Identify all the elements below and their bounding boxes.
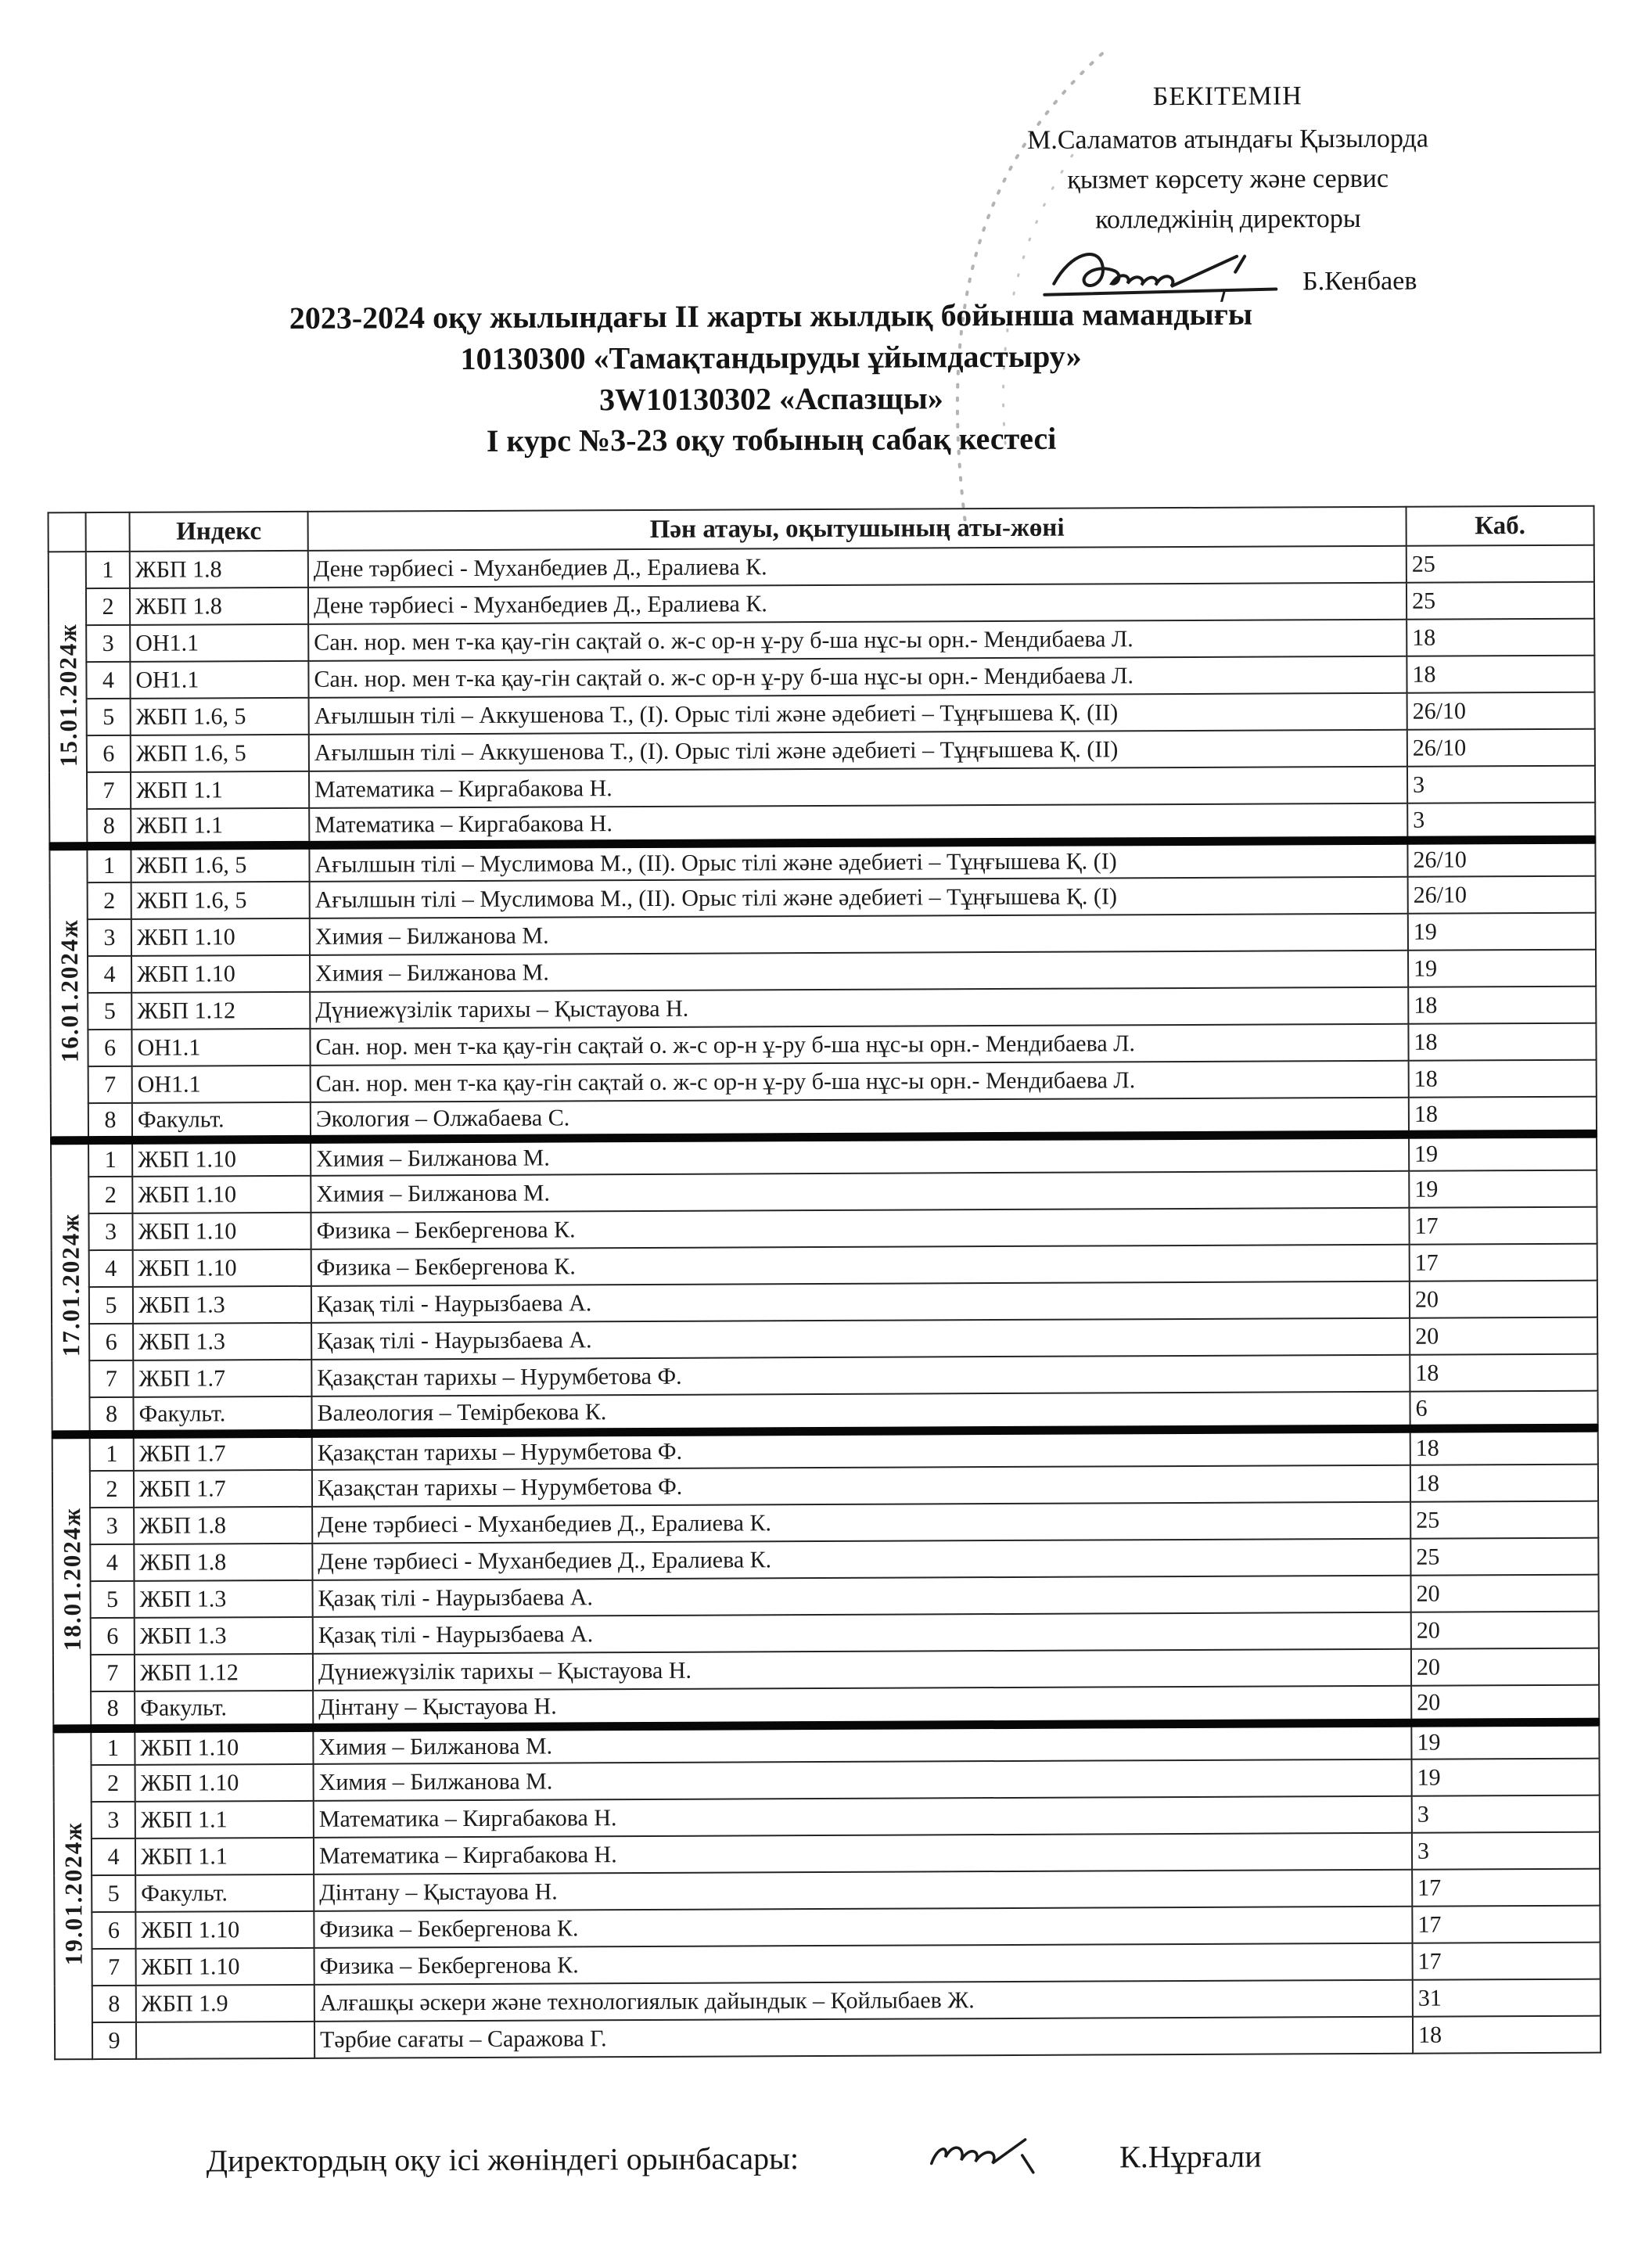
cell-subject: Химия – Билжанова М. xyxy=(310,914,1408,955)
cell-room: 20 xyxy=(1411,1612,1599,1649)
cell-num: 1 xyxy=(88,1140,132,1177)
cell-subject: Валеология – Темірбекова К. xyxy=(311,1392,1410,1433)
schedule-row xyxy=(54,1832,1600,1876)
cell-subject: Тәрбие сағаты – Саражова Г. xyxy=(314,2017,1413,2058)
cell-subject: Дінтану – Қыстауова Н. xyxy=(313,1686,1411,1727)
cell-room: 19 xyxy=(1409,1170,1597,1208)
cell-room: 25 xyxy=(1406,545,1594,583)
cell-index: ЖБП 1.3 xyxy=(133,1323,311,1360)
cell-index: ЖБП 1.1 xyxy=(131,771,309,809)
cell-room: 18 xyxy=(1410,1428,1598,1465)
cell-room: 18 xyxy=(1406,619,1594,656)
cell-index: ЖБП 1.6, 5 xyxy=(131,845,309,882)
cell-room: 20 xyxy=(1411,1648,1599,1686)
schedule-row xyxy=(52,1428,1598,1472)
cell-num: 9 xyxy=(92,2022,136,2059)
cell-subject: Физика – Бекбергенова К. xyxy=(314,1907,1412,1948)
cell-num: 8 xyxy=(91,1691,135,1728)
footer-block xyxy=(207,2130,1536,2179)
cell-room: 3 xyxy=(1412,1795,1600,1833)
day-date: 19.01.2024ж xyxy=(59,1821,88,1965)
cell-subject: Қазақ тілі - Наурызбаева А. xyxy=(312,1576,1410,1617)
cell-room: 18 xyxy=(1410,1465,1598,1502)
cell-index: ЖБП 1.8 xyxy=(134,1507,312,1544)
cell-subject: Ағылшын тілі – Муслимова М., (II). Орыс тілі және әдебиеті – Тұңғышева Қ. (I) xyxy=(310,877,1408,918)
cell-room: 18 xyxy=(1408,987,1596,1024)
cell-index: ЖБП 1.6, 5 xyxy=(131,882,310,919)
cell-num: 3 xyxy=(86,625,130,662)
cell-subject: Экология – Олжабаева С. xyxy=(311,1098,1409,1139)
cell-num: 4 xyxy=(90,1544,134,1581)
cell-num: 4 xyxy=(88,956,131,993)
cell-room: 26/10 xyxy=(1407,839,1595,877)
cell-subject: Физика – Бекбергенова К. xyxy=(311,1245,1410,1286)
day-block xyxy=(51,1134,1598,1435)
cell-index: ЖБП 1.3 xyxy=(134,1580,312,1618)
day-block xyxy=(48,545,1596,846)
cell-subject: Химия – Билжанова М. xyxy=(313,1723,1411,1764)
cell-room: 19 xyxy=(1411,1722,1599,1759)
cell-subject: Математика – Киргабакова Н. xyxy=(314,1796,1412,1838)
cell-subject: Химия – Билжанова М. xyxy=(310,951,1408,992)
cell-index: ЖБП 1.7 xyxy=(134,1470,312,1508)
cell-room: 19 xyxy=(1408,950,1596,987)
org-name-line-2: қызмет көрсету және сервис xyxy=(1067,164,1389,195)
cell-num: 6 xyxy=(89,1324,133,1360)
day-block xyxy=(52,1428,1600,1729)
schedule-row xyxy=(51,1170,1597,1214)
schedule-row xyxy=(54,1795,1600,1839)
schedule-row xyxy=(50,950,1596,994)
cell-num: 6 xyxy=(87,735,131,772)
schedule-row xyxy=(48,545,1594,589)
cell-num: 1 xyxy=(87,846,131,882)
cell-index: ЖБП 1.1 xyxy=(135,1801,314,1838)
cell-num: 5 xyxy=(89,1287,133,1324)
cell-index: ЖБП 1.7 xyxy=(134,1433,312,1471)
day-date-cell xyxy=(49,846,88,1140)
cell-index: Факульт. xyxy=(132,1102,311,1140)
title-line-3: 3W10130302 «Аспазщы» xyxy=(598,379,943,417)
cell-num: 5 xyxy=(88,993,131,1030)
cell-num: 7 xyxy=(88,1066,132,1103)
cell-room: 18 xyxy=(1409,1097,1597,1134)
day-date: 17.01.2024ж xyxy=(56,1212,84,1357)
deputy-signature xyxy=(924,2132,1065,2180)
title-block xyxy=(0,293,1546,465)
cell-index xyxy=(136,2022,314,2059)
cell-room: 3 xyxy=(1412,1832,1600,1870)
cell-room: 20 xyxy=(1410,1575,1598,1612)
cell-index: ЖБП 1.10 xyxy=(131,918,310,956)
director-name: Б.Кенбаев xyxy=(1302,266,1417,297)
cell-index: ОН1.1 xyxy=(130,661,308,699)
cell-index: ЖБП 1.6, 5 xyxy=(131,735,309,772)
cell-num: 2 xyxy=(88,882,131,919)
cell-room: 3 xyxy=(1407,803,1595,840)
cell-num: 1 xyxy=(91,1728,135,1765)
cell-room: 17 xyxy=(1412,1869,1600,1907)
schedule-row xyxy=(51,1060,1597,1104)
cell-subject: Қазақстан тарихы – Нурумбетова Ф. xyxy=(312,1429,1410,1470)
schedule-row xyxy=(49,729,1595,773)
schedule-row xyxy=(52,1465,1598,1508)
schedule-row xyxy=(52,1391,1597,1435)
cell-num: 1 xyxy=(90,1434,134,1471)
cell-subject: Сан. нор. мен т-ка қау-гін сақтай о. ж-с ор-н ұ-ру б-ша нұс-ы орн.- Мендибаева Л. xyxy=(310,1024,1408,1066)
cell-index: ЖБП 1.10 xyxy=(135,1727,313,1765)
cell-num: 8 xyxy=(92,1986,136,2022)
cell-index: ЖБП 1.1 xyxy=(135,1838,314,1875)
schedule-row xyxy=(52,1354,1597,1398)
cell-index: ЖБП 1.1 xyxy=(131,808,309,846)
cell-num: 2 xyxy=(88,1177,132,1213)
cell-room: 20 xyxy=(1410,1281,1597,1318)
cell-room: 26/10 xyxy=(1408,876,1596,914)
cell-subject: Математика – Киргабакова Н. xyxy=(309,767,1407,808)
schedule-row xyxy=(52,1575,1598,1619)
cell-num: 7 xyxy=(91,1655,135,1691)
cell-num: 3 xyxy=(92,1802,135,1838)
cell-num: 2 xyxy=(92,1765,135,1802)
cell-subject: Дене тәрбиесі - Муханбедиев Д., Ералиева К. xyxy=(312,1502,1410,1544)
day-date: 15.01.2024ж xyxy=(53,622,82,767)
cell-subject: Физика – Бекбергенова К. xyxy=(311,1208,1409,1249)
schedule-row xyxy=(49,766,1595,810)
cell-subject: Алғашқы әскери және технологиялык дайындык – Қойлыбаев Ж. xyxy=(314,1980,1413,2022)
header-num-cell xyxy=(86,512,130,552)
day-date-cell xyxy=(53,1728,92,2059)
schedule-row xyxy=(51,1134,1597,1177)
cell-subject: Химия – Билжанова М. xyxy=(311,1134,1409,1176)
cell-subject: Ағылшын тілі – Аккушенова Т., (I). Орыс тілі және әдебиеті – Тұңғышева Қ. (II) xyxy=(309,693,1407,735)
schedule-row xyxy=(48,619,1594,663)
schedule-row xyxy=(51,1097,1597,1141)
cell-index: ОН1.1 xyxy=(130,624,308,662)
cell-room: 20 xyxy=(1410,1317,1597,1355)
schedule-row xyxy=(54,1869,1600,1913)
header-day-cell xyxy=(48,512,86,552)
cell-num: 4 xyxy=(92,1838,135,1875)
cell-subject: Математика – Киргабакова Н. xyxy=(314,1833,1412,1874)
cell-index: ЖБП 1.10 xyxy=(131,955,310,993)
cell-index: ЖБП 1.10 xyxy=(136,1948,314,1986)
day-date: 18.01.2024ж xyxy=(57,1506,86,1652)
org-name-line-1: М.Саламатов атындағы Қызылорда xyxy=(1026,124,1428,155)
cell-index: Факульт. xyxy=(133,1396,311,1434)
cell-index: ОН1.1 xyxy=(131,1029,310,1066)
cell-index: ЖБП 1.12 xyxy=(135,1654,313,1691)
cell-subject: Қазақстан тарихы – Нурумбетова Ф. xyxy=(311,1355,1410,1396)
schedule-row xyxy=(55,1943,1600,1986)
cell-subject: Сан. нор. мен т-ка қау-гін сақтай о. ж-с ор-н ұ-ру б-ша нұс-ы орн.- Мендибаева Л. xyxy=(308,620,1406,661)
cell-room: 17 xyxy=(1413,1943,1600,1980)
cell-room: 18 xyxy=(1410,1354,1597,1392)
cell-num: 8 xyxy=(87,809,131,846)
cell-subject: Ағылшын тілі – Муслимова М., (II). Орыс тілі және әдебиеті – Тұңғышева Қ. (I) xyxy=(309,840,1407,882)
cell-index: ЖБП 1.10 xyxy=(132,1176,311,1213)
cell-num: 3 xyxy=(88,919,131,956)
cell-subject: Сан. нор. мен т-ка қау-гін сақтай о. ж-с ор-н ұ-ру б-ша нұс-ы орн.- Мендибаева Л. xyxy=(311,1061,1409,1102)
org-name-line-3: колледжінің директоры xyxy=(1095,203,1361,235)
title-line-4: I курс №3-23 оқу тобының сабақ кестесі xyxy=(486,421,1057,459)
cell-num: 3 xyxy=(90,1508,134,1544)
cell-subject: Химия – Билжанова М. xyxy=(311,1171,1409,1213)
day-block xyxy=(49,839,1597,1141)
schedule-row xyxy=(52,1244,1597,1288)
approval-block xyxy=(961,75,1494,303)
cell-index: Факульт. xyxy=(135,1874,314,1912)
cell-room: 17 xyxy=(1410,1244,1597,1281)
schedule-table xyxy=(48,505,1602,2061)
cell-room: 3 xyxy=(1407,766,1595,803)
cell-subject: Физика – Бекбергенова К. xyxy=(314,1943,1413,1985)
title-line-1: 2023-2024 оқу жылындағы II жарты жылдық бойынша мамандығы xyxy=(289,296,1253,336)
cell-num: 3 xyxy=(88,1213,132,1250)
cell-subject: Ағылшын тілі – Аккушенова Т., (I). Орыс тілі және әдебиеті – Тұңғышева Қ. (II) xyxy=(309,730,1407,771)
schedule-row xyxy=(52,1538,1598,1582)
schedule-row xyxy=(53,1648,1599,1692)
cell-num: 6 xyxy=(92,1912,135,1949)
cell-subject: Дене тәрбиесі - Муханбедиев Д., Ералиева К. xyxy=(308,546,1406,588)
cell-index: ЖБП 1.12 xyxy=(131,992,310,1030)
cell-num: 4 xyxy=(89,1250,133,1287)
cell-index: ЖБП 1.10 xyxy=(132,1213,311,1250)
cell-num: 8 xyxy=(89,1397,133,1434)
cell-room: 31 xyxy=(1413,1979,1600,2017)
cell-subject: Сан. нор. мен т-ка қау-гін сақтай о. ж-с ор-н ұ-ру б-ша нұс-ы орн.- Мендибаева Л. xyxy=(308,656,1406,698)
cell-num: 7 xyxy=(87,772,131,809)
schedule-row xyxy=(50,1023,1596,1067)
schedule-row xyxy=(55,2016,1600,2060)
cell-subject: Дене тәрбиесі - Муханбедиев Д., Ералиева К. xyxy=(312,1539,1410,1580)
schedule-row xyxy=(54,1759,1600,1803)
cell-subject: Дінтану – Қыстауова Н. xyxy=(314,1870,1412,1911)
schedule-row xyxy=(52,1501,1598,1545)
cell-index: ЖБП 1.10 xyxy=(133,1249,311,1287)
cell-index: ЖБП 1.6, 5 xyxy=(131,698,309,735)
schedule-row xyxy=(49,692,1595,736)
cell-index: ЖБП 1.8 xyxy=(130,551,308,588)
cell-room: 18 xyxy=(1409,1060,1597,1098)
schedule-row xyxy=(48,656,1594,699)
cell-subject: Математика – Киргабакова Н. xyxy=(309,803,1407,845)
cell-index: ЖБП 1.8 xyxy=(130,588,308,625)
cell-room: 18 xyxy=(1408,1023,1596,1061)
title-line-2: 10130300 «Тамақтандыруды ұйымдастыру» xyxy=(460,338,1082,376)
schedule-row xyxy=(49,803,1595,846)
cell-room: 18 xyxy=(1413,2016,1600,2054)
cell-subject: Дүниежүзілік тарихы – Қыстауова Н. xyxy=(310,987,1408,1029)
cell-index: ЖБП 1.3 xyxy=(133,1286,311,1324)
approve-label: БЕКІТЕМІН xyxy=(1152,81,1302,112)
schedule-row xyxy=(52,1281,1597,1324)
day-date: 16.01.2024ж xyxy=(55,918,84,1063)
cell-num: 7 xyxy=(92,1949,136,1986)
cell-index: ЖБП 1.8 xyxy=(134,1544,312,1581)
cell-num: 1 xyxy=(86,552,130,588)
schedule-row xyxy=(50,987,1596,1030)
cell-index: ЖБП 1.10 xyxy=(132,1139,311,1177)
cell-room: 26/10 xyxy=(1407,729,1595,767)
schedule-row xyxy=(55,1979,1600,2023)
header-subject-cell: Пән атауы, оқытушының аты-жөні xyxy=(308,507,1406,551)
cell-subject: Қазақ тілі - Наурызбаева А. xyxy=(313,1612,1411,1654)
cell-room: 25 xyxy=(1410,1538,1598,1576)
cell-subject: Дүниежүзілік тарихы – Қыстауова Н. xyxy=(313,1649,1411,1691)
table-header-row xyxy=(48,506,1594,552)
cell-room: 19 xyxy=(1408,913,1596,951)
cell-num: 6 xyxy=(88,1030,131,1066)
cell-subject: Қазақ тілі - Наурызбаева А. xyxy=(311,1281,1410,1323)
cell-room: 18 xyxy=(1406,656,1594,693)
cell-room: 20 xyxy=(1411,1685,1599,1723)
schedule-row xyxy=(48,582,1594,626)
schedule-row xyxy=(50,876,1596,920)
cell-num: 5 xyxy=(90,1581,134,1618)
cell-room: 19 xyxy=(1409,1134,1597,1171)
cell-room: 25 xyxy=(1406,582,1594,620)
cell-index: ЖБП 1.9 xyxy=(136,1985,314,2022)
deputy-name: К.Нұрғали xyxy=(1119,2138,1262,2175)
schedule-row xyxy=(50,913,1596,957)
cell-num: 8 xyxy=(88,1103,132,1140)
schedule-row xyxy=(53,1722,1599,1766)
cell-subject: Қазақстан тарихы – Нурумбетова Ф. xyxy=(312,1465,1410,1507)
schedule-row xyxy=(54,1906,1600,1950)
footer-label: Директордың оқу ісі жөніндегі орынбасары: xyxy=(206,2140,799,2179)
schedule-row xyxy=(49,839,1595,883)
cell-num: 5 xyxy=(87,699,131,735)
cell-num: 2 xyxy=(90,1471,134,1508)
schedule-row xyxy=(53,1612,1599,1655)
cell-subject: Химия – Билжанова М. xyxy=(314,1759,1412,1801)
cell-room: 19 xyxy=(1412,1759,1600,1796)
schedule-row xyxy=(52,1317,1597,1361)
cell-room: 6 xyxy=(1410,1391,1597,1429)
cell-room: 25 xyxy=(1410,1501,1598,1539)
cell-subject: Қазақ тілі - Наурызбаева А. xyxy=(311,1318,1410,1360)
cell-index: ОН1.1 xyxy=(132,1066,311,1103)
cell-index: Факульт. xyxy=(135,1691,313,1728)
cell-num: 5 xyxy=(92,1875,135,1912)
cell-subject: Дене тәрбиесі - Муханбедиев Д., Ералиева К. xyxy=(308,583,1406,624)
cell-room: 17 xyxy=(1409,1207,1597,1245)
day-block xyxy=(53,1722,1600,2060)
header-room-cell: Каб. xyxy=(1406,506,1594,546)
header-index-cell: Индекс xyxy=(130,512,308,552)
cell-index: ЖБП 1.3 xyxy=(135,1617,313,1655)
cell-index: ЖБП 1.10 xyxy=(135,1911,314,1949)
day-date-cell xyxy=(48,552,88,846)
cell-num: 4 xyxy=(86,662,130,699)
cell-num: 7 xyxy=(89,1360,133,1397)
cell-room: 26/10 xyxy=(1407,692,1595,730)
schedule-row xyxy=(53,1685,1599,1729)
cell-num: 2 xyxy=(86,588,130,625)
cell-room: 17 xyxy=(1412,1906,1600,1943)
day-date-cell xyxy=(51,1140,90,1434)
cell-num: 6 xyxy=(91,1618,135,1655)
day-date-cell xyxy=(52,1434,92,1728)
cell-index: ЖБП 1.10 xyxy=(135,1764,314,1802)
schedule-row xyxy=(51,1207,1597,1251)
cell-index: ЖБП 1.7 xyxy=(133,1360,311,1397)
